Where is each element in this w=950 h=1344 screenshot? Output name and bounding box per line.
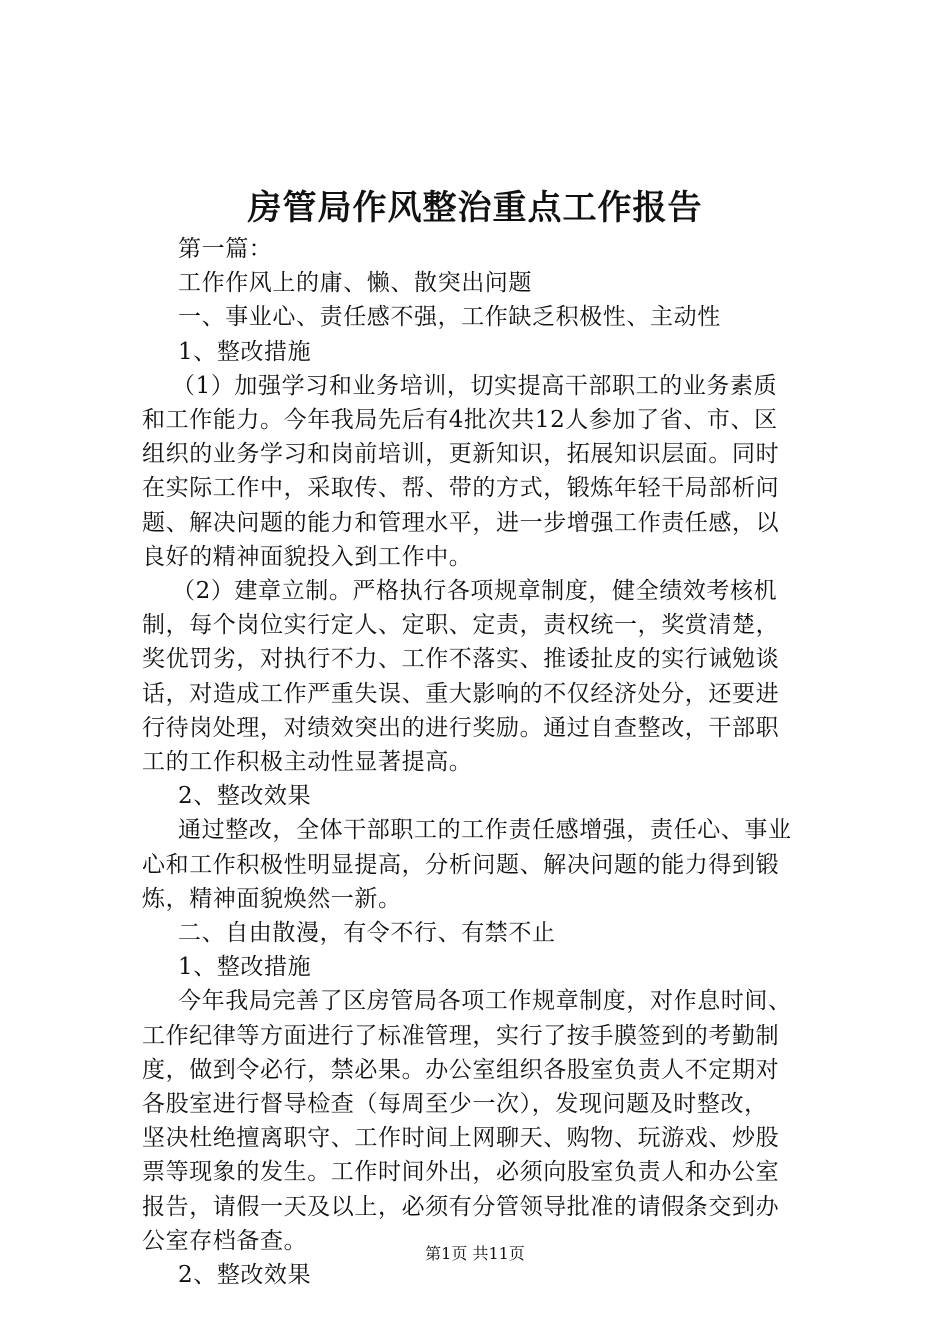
section-heading: 工作作风上的庸、懒、散突出问题 [178,270,532,297]
subsection-heading: 2、整改效果 [178,1262,312,1289]
document-title: 房管局作风整治重点工作报告 [247,188,703,228]
paragraph-line: （1）加强学习和业务培训，切实提高干部职工的业务素质 [172,372,778,399]
paragraph-line: 题、解决问题的能力和管理水平，进一步增强工作责任感，以 [142,509,780,536]
paragraph-line: 公室存档备查。 [142,1227,308,1254]
paragraph-line: 报告，请假一天及以上，必须有分管领导批准的请假条交到办 [142,1193,780,1220]
paragraph-line: 行待岗处理，对绩效突出的进行奖励。通过自查整改，干部职 [142,714,780,741]
paragraph-line: 通过整改，全体干部职工的工作责任感增强，责任心、事业 [178,817,792,844]
paragraph-line: 组织的业务学习和岗前培训，更新知识，拓展知识层面。同时 [142,441,780,468]
paragraph-line: 话，对造成工作严重失误、重大影响的不仅经济处分，还要进 [142,680,780,707]
paragraph-line: 心和工作积极性明显提高，分析问题、解决问题的能力得到锻 [142,851,780,878]
paragraph-line: 各股室进行督导检查（每周至少一次），发现问题及时整改， [142,1091,768,1118]
paragraph-line: 在实际工作中，采取传、帮、带的方式，锻炼年轻干局部析问 [142,475,780,502]
paragraph-line: 和工作能力。今年我局先后有4批次共12人参加了省、市、区 [142,407,778,434]
paragraph-line: 炼，精神面貌焕然一新。 [142,885,402,912]
section-heading: 一、事业心、责任感不强，工作缺乏积极性、主动性 [178,304,721,331]
paragraph-line: 工作纪律等方面进行了标准管理，实行了按手膜签到的考勤制 [142,1022,780,1049]
subsection-heading: 1、整改措施 [178,338,312,365]
subsection-heading: 2、整改效果 [178,783,312,810]
paragraph-line: 度，做到令必行，禁必果。办公室组织各股室负责人不定期对 [142,1056,780,1083]
paragraph-line: 票等现象的发生。工作时间外出，必须向股室负责人和办公室 [142,1159,780,1186]
paragraph-line: 今年我局完善了区房管局各项工作规章制度，对作息时间、 [178,988,792,1015]
section-heading: 第一篇： [178,236,273,262]
paragraph-line: 坚决杜绝擅离职守、工作时间上网聊天、购物、玩游戏、炒股 [142,1125,780,1152]
subsection-heading: 1、整改措施 [178,954,312,981]
page-indicator: 第1页 共11页 [425,1244,525,1263]
paragraph-line: 奖优罚劣，对执行不力、工作不落实、推诿扯皮的实行诫勉谈 [142,646,780,673]
document-body [142,232,832,1292]
section-heading: 二、自由散漫，有令不行、有禁不止 [178,920,556,947]
paragraph-line: 工的工作积极主动性显著提高。 [142,749,473,776]
paragraph-line: 制，每个岗位实行定人、定职、定责，责权统一，奖赏清楚， [142,612,780,639]
paragraph-line: 良好的精神面貌投入到工作中。 [142,543,473,570]
paragraph-line: （2）建章立制。严格执行各项规章制度，健全绩效考核机 [172,578,778,605]
